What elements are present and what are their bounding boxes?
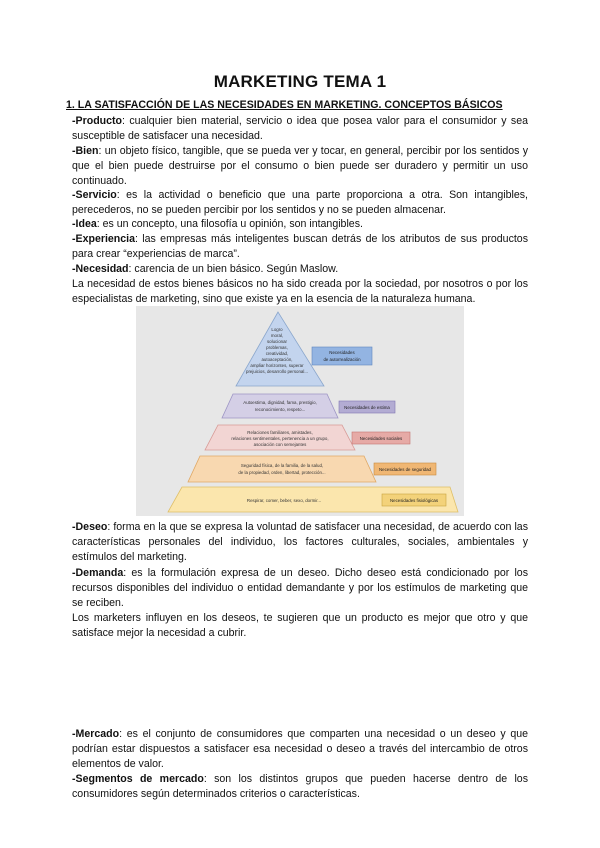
pyr-label-autorrealizacion-1: Necesidades: [329, 350, 355, 355]
def-deseo: [72, 520, 528, 566]
text-experiencia: : las empresas más inteligentes buscan detrás de los atributos de sus productos para crear “experiencias de marca”.: [72, 233, 528, 261]
text-mercado: : es el conjunto de consumidores que comparten una necesidad o un deseo y que podrían estar dispuestos a satisfacer esa necesidad o deseo a través del intercambio de otros elementos de valor.: [72, 728, 528, 771]
pyr-l2-line-0: Autoestima, dignidad, fama, prestigio,: [243, 400, 317, 405]
pyr-label-fisiologicas: Necesidades fisiológicas: [389, 498, 439, 503]
pyr-l1-line-7: prejuicios, desarrollo personal...: [246, 369, 308, 374]
pyr-label-estima: Necesidades de estima: [344, 405, 390, 410]
def-mercado: [72, 727, 528, 773]
pyr-l1-line-6: ampliar horizontes, superar: [250, 363, 304, 368]
text-demanda: : es la formulación expresa de un deseo. Dicho deseo está condicionado por los recursos disponibles del individuo o entidad demandante y por los estímulos de marketing que se reciben.: [72, 567, 528, 610]
pyr-l4-line-0: Seguridad física, de la familia, de la salud,: [240, 463, 324, 468]
term-mercado: -Mercado: [72, 728, 120, 740]
text-idea: : es un concepto, una filosofía u opinión, son intangibles.: [96, 218, 363, 230]
term-segmentos: -Segmentos de mercado: [72, 773, 204, 785]
term-experiencia: -Experiencia: [72, 233, 136, 245]
pyr-l1-line-4: creatividad,: [265, 351, 289, 356]
maslow-pyramid-svg: [136, 306, 464, 516]
pyr-l1-line-1: moral,: [270, 333, 284, 338]
pyr-label-sociales: Necesidades sociales: [359, 436, 403, 441]
term-demanda: -Demanda: [72, 567, 124, 579]
pyr-l1-line-5: autoaceptación,: [261, 357, 293, 362]
term-producto: -Producto: [72, 115, 123, 127]
pyr-l4-line-1: de la propiedad, orden, libertad, protección...: [238, 470, 326, 475]
pyr-label-seguridad: Necesidades de seguridad: [379, 467, 431, 472]
pyr-l3-line-0: Relaciones familiares, amistades,: [247, 430, 313, 435]
section-heading: 1. LA SATISFACCIÓN DE LAS NECESIDADES EN MARKETING. CONCEPTOS BÁSICOS: [66, 99, 503, 111]
def-servicio: [72, 188, 528, 218]
def-bien: [72, 144, 528, 190]
text-segmentos: : son los distintos grupos que pueden hacerse dentro de los consumidores según determinados criterios o características.: [72, 773, 528, 801]
pyr-l1-line-0: Logro: [271, 327, 283, 332]
pyr-label-autorrealizacion-2: de autorrealización: [323, 357, 361, 362]
pyr-l3-line-2: asociación con semejantes: [253, 442, 307, 447]
text-necesidad: : carencia de un bien básico. Según Maslow.: [128, 263, 339, 275]
pyr-l1-line-3: problemas,: [266, 345, 288, 350]
def-segmentos: [72, 772, 528, 802]
term-idea: -Idea: [72, 218, 97, 230]
term-necesidad: -Necesidad: [72, 263, 129, 275]
necesidad-paragraph: La necesidad de estos bienes básicos no ha sido creada por la sociedad, por nosotros o por los especialistas de marketing, sino que existe ya en la esencia de la naturaleza humana.: [72, 278, 528, 306]
pyr-l5-line-0: Respirar, comer, beber, sexo, dormir...: [246, 498, 322, 503]
pyramid-level-seguridad: [188, 456, 376, 482]
pyr-l1-line-2: solucionar: [266, 339, 288, 344]
term-bien: -Bien: [72, 145, 99, 157]
def-idea: [72, 217, 528, 232]
def-producto: [72, 114, 528, 144]
term-servicio: -Servicio: [72, 189, 117, 201]
maslow-pyramid: [136, 306, 464, 516]
def-demanda: [72, 566, 528, 612]
text-deseo: : forma en la que se expresa la voluntad de satisfacer una necesidad, de acuerdo con las características personales del individuo, los factores culturales, sociales, ambientales y estímulos del marketing.: [72, 521, 528, 564]
text-producto: : cualquier bien material, servicio o idea que posea valor para el consumidor y sea susceptible de satisfacer una necesidad.: [72, 115, 528, 143]
pyr-l3-line-1: relaciones sentimentales, pertenencia a un grupo,: [231, 436, 329, 441]
marketers-paragraph: Los marketers influyen en los deseos, te sugieren que un producto es mejor que otro y que satisface mejor la necesidad a cubrir.: [72, 612, 528, 640]
page-title: MARKETING TEMA 1: [213, 72, 387, 91]
text-bien: : un objeto físico, tangible, que se pueda ver y tocar, en general, percibir por los sentidos y que el bien puede destruirse por el consumo o bien puede ser duradero y permitir un uso continuado.: [72, 145, 528, 188]
term-deseo: -Deseo: [72, 521, 108, 533]
pyramid-level-estima: [222, 394, 338, 418]
def-necesidad: [72, 262, 528, 277]
pyr-l2-line-1: reconocimiento, respeto...: [254, 407, 306, 412]
text-servicio: : es la actividad o beneficio que una parte proporciona a otra. Son intangibles, perecederos, no se pueden percibir por los sentidos y no se pueden almacenar.: [72, 189, 528, 217]
def-experiencia: [72, 232, 528, 262]
